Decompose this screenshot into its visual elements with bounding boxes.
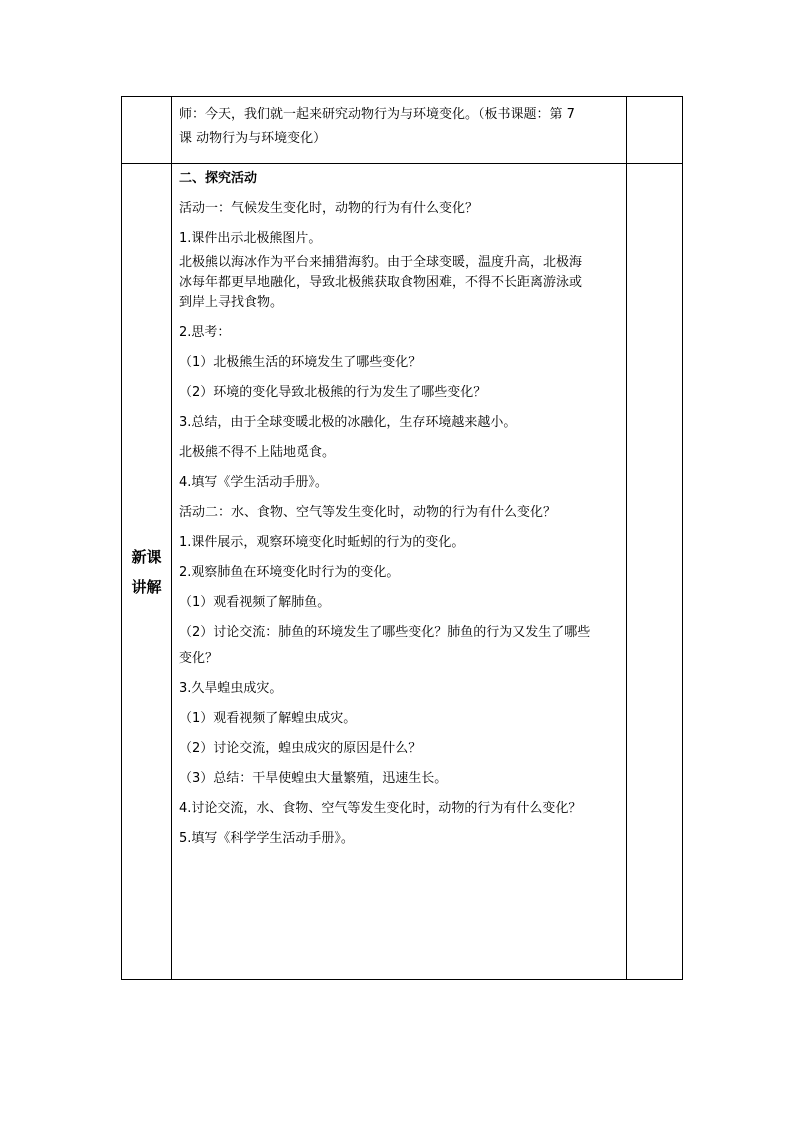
new-lesson-row [122,164,683,980]
activity2-item2: 2.观察肺鱼在环境变化时行为的变化。 [179,565,400,580]
intro-line-2: 课 动物行为与环境变化） [179,131,327,146]
section-heading: 二、探究活动 [179,171,258,186]
activity1-para-line-1: 北极熊以海冰作为平台来捕猎海豹。由于全球变暖，温度升高，北极海 [179,255,583,270]
activity1-para-line-2: 冰每年都更早地融化，导致北极熊获取食物困难，不得不长距离游泳或 [179,275,583,290]
activity1-question-2: （2）环境的变化导致北极熊的行为发生了哪些变化？ [179,385,487,400]
activity1-item2: 2.思考： [179,325,231,340]
activity1-title: 活动一：气候发生变化时，动物的行为有什么变化？ [179,201,479,216]
activity2-item3: 3.久旱蝗虫成灾。 [179,681,283,696]
activity1-item3: 3.总结，由于全球变暖北极的冰融化，生存环境越来越小。 [179,415,517,430]
intro-notes-cell [627,97,683,164]
activity2-title: 活动二：水、食物、空气等发生变化时，动物的行为有什么变化？ [179,505,557,520]
activity1-para-line-3: 到岸上寻找食物。 [179,295,284,310]
section-notes-cell [627,164,683,980]
activity2-item3a: （1）观看视频了解蝗虫成灾。 [179,711,357,726]
activity2-item3b: （2）讨论交流，蝗虫成灾的原因是什么？ [179,741,422,756]
intro-line-1: 师：今天，我们就一起来研究动物行为与环境变化。（板书课题：第 7 [179,107,575,122]
activity2-item5: 5.填写《科学学生活动手册》。 [179,831,354,846]
intro-row [122,97,683,164]
activity2-item2b-line-2: 变化？ [179,651,219,666]
activity1-item4: 4.填写《学生活动手册》。 [179,475,328,490]
activity2-item2a: （1）观看视频了解肺鱼。 [179,595,331,610]
lesson-plan-table [121,96,683,980]
section-content-cell [172,164,627,980]
activity1-item1: 1.课件出示北极熊图片。 [179,231,322,246]
section-label-line-1: 新课 [131,547,162,566]
activity1-item3b: 北极熊不得不上陆地觅食。 [179,445,336,460]
intro-label-cell [122,97,172,164]
activity2-item4: 4.讨论交流，水、食物、空气等发生变化时，动物的行为有什么变化？ [179,801,582,816]
activity2-item1: 1.课件展示，观察环境变化时蚯蚓的行为的变化。 [179,535,465,550]
activity1-question-1: （1）北极熊生活的环境发生了哪些变化？ [179,355,422,370]
intro-content-cell [172,97,627,164]
section-label-line-2: 讲解 [131,577,162,596]
section-label-cell [122,164,172,980]
activity2-item3c: （3）总结：干旱使蝗虫大量繁殖，迅速生长。 [179,771,448,786]
activity2-item2b-line-1: （2）讨论交流：肺鱼的环境发生了哪些变化？肺鱼的行为又发生了哪些 [179,625,591,640]
